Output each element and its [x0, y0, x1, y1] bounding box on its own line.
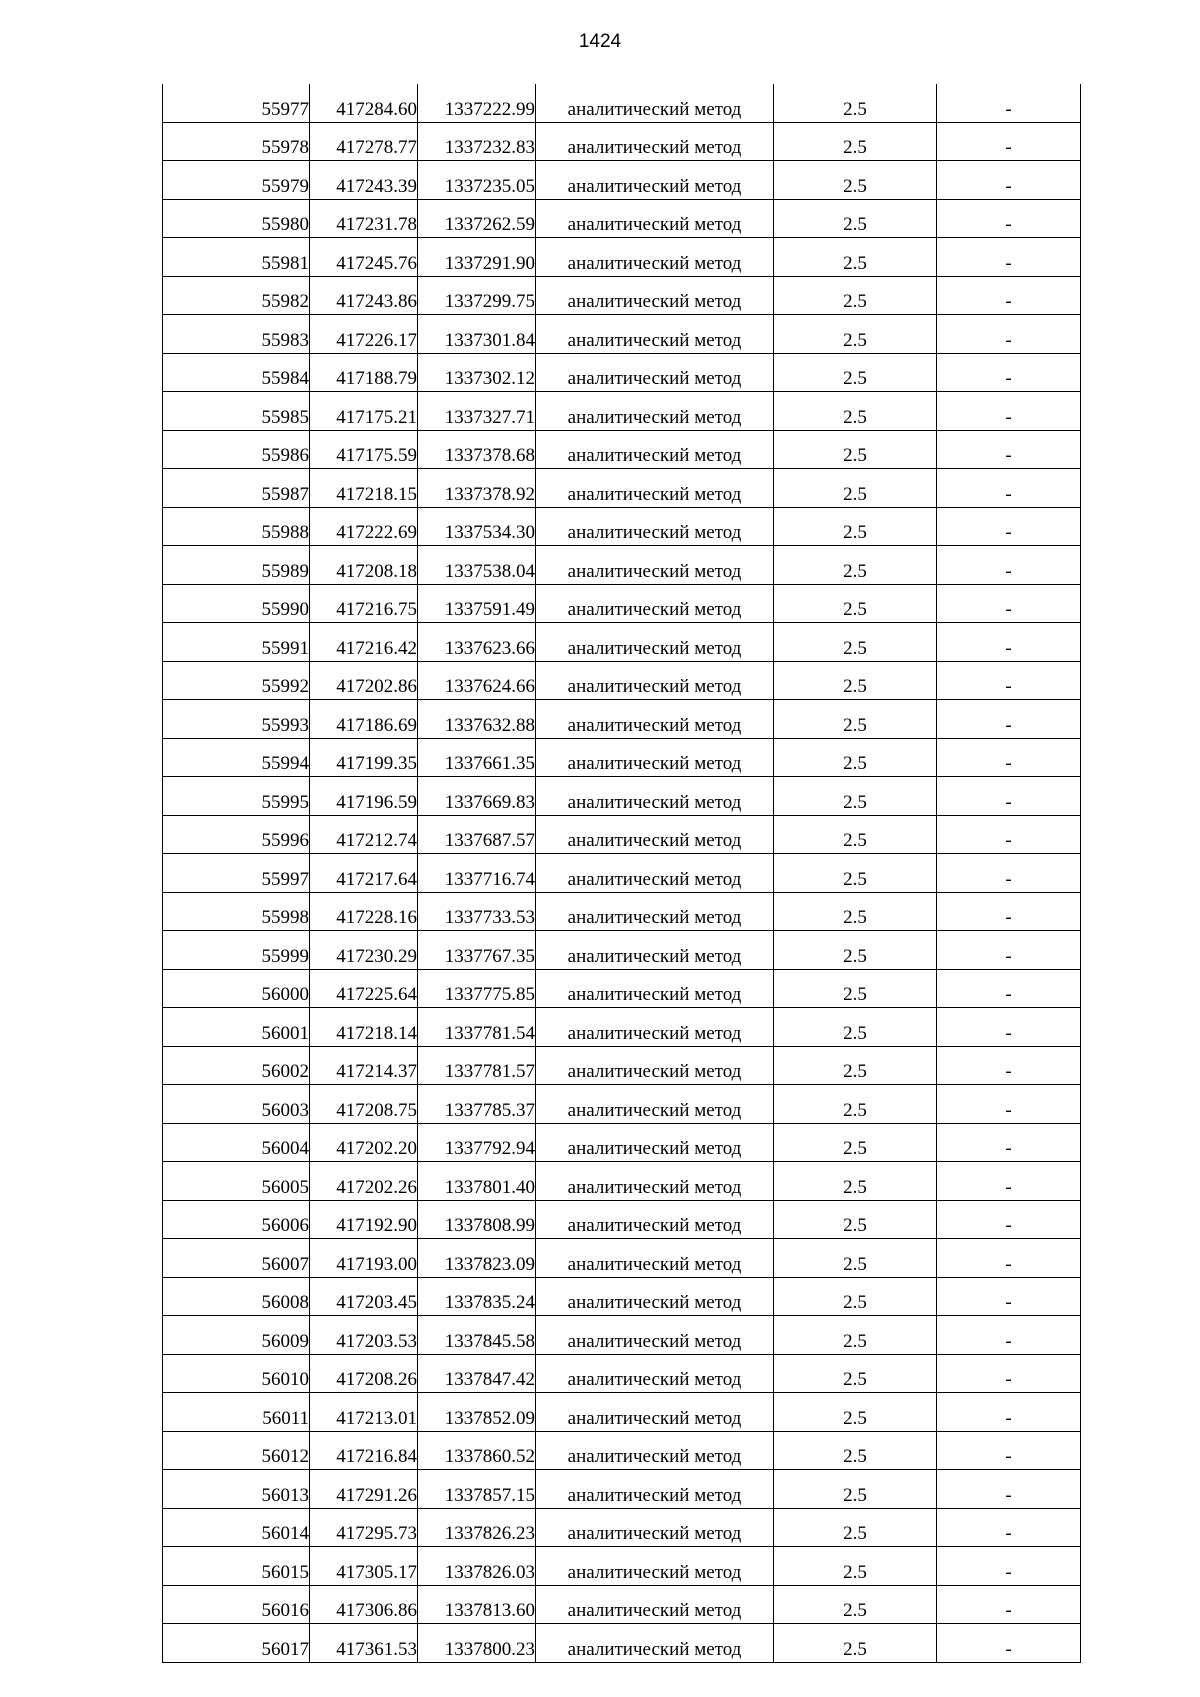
- accuracy-cell: 2.5: [774, 1277, 937, 1316]
- x-coordinate-cell: 417199.35: [310, 738, 418, 777]
- y-coordinate-cell: 1337767.35: [418, 931, 536, 970]
- table-row: [163, 1162, 1081, 1201]
- method-cell: аналитический метод: [536, 1008, 774, 1047]
- y-coordinate-cell: 1337235.05: [418, 161, 536, 200]
- point-number-cell: 55983: [163, 315, 310, 354]
- note-cell: -: [937, 1470, 1081, 1509]
- x-coordinate-cell: 417202.20: [310, 1123, 418, 1162]
- note-cell: -: [937, 931, 1081, 970]
- method-cell: аналитический метод: [536, 1470, 774, 1509]
- y-coordinate-cell: 1337801.40: [418, 1162, 536, 1201]
- x-coordinate-cell: 417225.64: [310, 969, 418, 1008]
- method-cell: аналитический метод: [536, 1123, 774, 1162]
- method-cell: аналитический метод: [536, 969, 774, 1008]
- point-number-cell: 55997: [163, 854, 310, 893]
- x-coordinate-cell: 417226.17: [310, 315, 418, 354]
- note-cell: -: [937, 84, 1081, 122]
- method-cell: аналитический метод: [536, 1508, 774, 1547]
- accuracy-cell: 2.5: [774, 1393, 937, 1432]
- x-coordinate-cell: 417222.69: [310, 507, 418, 546]
- table-row: [163, 892, 1081, 931]
- accuracy-cell: 2.5: [774, 199, 937, 238]
- y-coordinate-cell: 1337669.83: [418, 777, 536, 816]
- table-row: [163, 584, 1081, 623]
- method-cell: аналитический метод: [536, 469, 774, 508]
- y-coordinate-cell: 1337826.03: [418, 1547, 536, 1586]
- accuracy-cell: 2.5: [774, 661, 937, 700]
- y-coordinate-cell: 1337534.30: [418, 507, 536, 546]
- point-number-cell: 56007: [163, 1239, 310, 1278]
- accuracy-cell: 2.5: [774, 854, 937, 893]
- y-coordinate-cell: 1337716.74: [418, 854, 536, 893]
- y-coordinate-cell: 1337301.84: [418, 315, 536, 354]
- table-row: [163, 84, 1081, 122]
- point-number-cell: 55980: [163, 199, 310, 238]
- method-cell: аналитический метод: [536, 1354, 774, 1393]
- table-row: [163, 122, 1081, 161]
- table-row: [163, 353, 1081, 392]
- accuracy-cell: 2.5: [774, 623, 937, 662]
- note-cell: -: [937, 1239, 1081, 1278]
- table-row: [163, 738, 1081, 777]
- y-coordinate-cell: 1337538.04: [418, 546, 536, 585]
- x-coordinate-cell: 417216.42: [310, 623, 418, 662]
- point-number-cell: 56016: [163, 1585, 310, 1624]
- x-coordinate-cell: 417278.77: [310, 122, 418, 161]
- accuracy-cell: 2.5: [774, 1316, 937, 1355]
- method-cell: аналитический метод: [536, 1085, 774, 1124]
- accuracy-cell: 2.5: [774, 738, 937, 777]
- method-cell: аналитический метод: [536, 161, 774, 200]
- method-cell: аналитический метод: [536, 315, 774, 354]
- y-coordinate-cell: 1337781.57: [418, 1046, 536, 1085]
- note-cell: -: [937, 392, 1081, 431]
- point-number-cell: 55992: [163, 661, 310, 700]
- y-coordinate-cell: 1337378.92: [418, 469, 536, 508]
- accuracy-cell: 2.5: [774, 777, 937, 816]
- y-coordinate-cell: 1337232.83: [418, 122, 536, 161]
- point-number-cell: 56005: [163, 1162, 310, 1201]
- note-cell: -: [937, 854, 1081, 893]
- method-cell: аналитический метод: [536, 507, 774, 546]
- point-number-cell: 55996: [163, 815, 310, 854]
- accuracy-cell: 2.5: [774, 84, 937, 122]
- accuracy-cell: 2.5: [774, 892, 937, 931]
- method-cell: аналитический метод: [536, 1200, 774, 1239]
- note-cell: -: [937, 122, 1081, 161]
- note-cell: -: [937, 199, 1081, 238]
- note-cell: -: [937, 1354, 1081, 1393]
- table-row: [163, 661, 1081, 700]
- accuracy-cell: 2.5: [774, 161, 937, 200]
- x-coordinate-cell: 417228.16: [310, 892, 418, 931]
- method-cell: аналитический метод: [536, 815, 774, 854]
- x-coordinate-cell: 417361.53: [310, 1624, 418, 1663]
- y-coordinate-cell: 1337378.68: [418, 430, 536, 469]
- table-row: [163, 546, 1081, 585]
- table-row: [163, 969, 1081, 1008]
- accuracy-cell: 2.5: [774, 969, 937, 1008]
- method-cell: аналитический метод: [536, 1162, 774, 1201]
- point-number-cell: 56000: [163, 969, 310, 1008]
- table-row: [163, 1470, 1081, 1509]
- y-coordinate-cell: 1337800.23: [418, 1624, 536, 1663]
- note-cell: -: [937, 507, 1081, 546]
- accuracy-cell: 2.5: [774, 700, 937, 739]
- note-cell: -: [937, 1085, 1081, 1124]
- y-coordinate-cell: 1337852.09: [418, 1393, 536, 1432]
- point-number-cell: 56002: [163, 1046, 310, 1085]
- table-row: [163, 1508, 1081, 1547]
- x-coordinate-cell: 417212.74: [310, 815, 418, 854]
- point-number-cell: 55987: [163, 469, 310, 508]
- table-row: [163, 1085, 1081, 1124]
- accuracy-cell: 2.5: [774, 238, 937, 277]
- accuracy-cell: 2.5: [774, 315, 937, 354]
- y-coordinate-cell: 1337733.53: [418, 892, 536, 931]
- note-cell: -: [937, 1123, 1081, 1162]
- table-row: [163, 623, 1081, 662]
- y-coordinate-cell: 1337299.75: [418, 276, 536, 315]
- table-row: [163, 199, 1081, 238]
- point-number-cell: 55986: [163, 430, 310, 469]
- x-coordinate-cell: 417214.37: [310, 1046, 418, 1085]
- point-number-cell: 55978: [163, 122, 310, 161]
- accuracy-cell: 2.5: [774, 353, 937, 392]
- table-row: [163, 1123, 1081, 1162]
- y-coordinate-cell: 1337808.99: [418, 1200, 536, 1239]
- table-row: [163, 276, 1081, 315]
- note-cell: -: [937, 700, 1081, 739]
- x-coordinate-cell: 417216.84: [310, 1431, 418, 1470]
- point-number-cell: 56010: [163, 1354, 310, 1393]
- y-coordinate-cell: 1337813.60: [418, 1585, 536, 1624]
- table-row: [163, 1316, 1081, 1355]
- method-cell: аналитический метод: [536, 1239, 774, 1278]
- method-cell: аналитический метод: [536, 1547, 774, 1586]
- point-number-cell: 56006: [163, 1200, 310, 1239]
- point-number-cell: 56009: [163, 1316, 310, 1355]
- note-cell: -: [937, 1547, 1081, 1586]
- x-coordinate-cell: 417213.01: [310, 1393, 418, 1432]
- table-row: [163, 1008, 1081, 1047]
- note-cell: -: [937, 1046, 1081, 1085]
- note-cell: -: [937, 1393, 1081, 1432]
- table-row: [163, 815, 1081, 854]
- accuracy-cell: 2.5: [774, 276, 937, 315]
- point-number-cell: 55999: [163, 931, 310, 970]
- x-coordinate-cell: 417196.59: [310, 777, 418, 816]
- accuracy-cell: 2.5: [774, 1008, 937, 1047]
- y-coordinate-cell: 1337262.59: [418, 199, 536, 238]
- x-coordinate-cell: 417208.75: [310, 1085, 418, 1124]
- note-cell: -: [937, 315, 1081, 354]
- method-cell: аналитический метод: [536, 661, 774, 700]
- point-number-cell: 55984: [163, 353, 310, 392]
- point-number-cell: 56004: [163, 1123, 310, 1162]
- x-coordinate-cell: 417186.69: [310, 700, 418, 739]
- point-number-cell: 56003: [163, 1085, 310, 1124]
- method-cell: аналитический метод: [536, 1624, 774, 1663]
- note-cell: -: [937, 1200, 1081, 1239]
- note-cell: -: [937, 1277, 1081, 1316]
- note-cell: -: [937, 1624, 1081, 1663]
- x-coordinate-cell: 417203.45: [310, 1277, 418, 1316]
- method-cell: аналитический метод: [536, 122, 774, 161]
- point-number-cell: 55990: [163, 584, 310, 623]
- y-coordinate-cell: 1337591.49: [418, 584, 536, 623]
- note-cell: -: [937, 777, 1081, 816]
- table-row: [163, 931, 1081, 970]
- x-coordinate-cell: 417231.78: [310, 199, 418, 238]
- page-number: 1424: [578, 31, 622, 52]
- table-row: [163, 1431, 1081, 1470]
- accuracy-cell: 2.5: [774, 392, 937, 431]
- accuracy-cell: 2.5: [774, 122, 937, 161]
- y-coordinate-cell: 1337687.57: [418, 815, 536, 854]
- method-cell: аналитический метод: [536, 1393, 774, 1432]
- point-number-cell: 55998: [163, 892, 310, 931]
- method-cell: аналитический метод: [536, 84, 774, 122]
- point-number-cell: 55981: [163, 238, 310, 277]
- x-coordinate-cell: 417284.60: [310, 84, 418, 122]
- x-coordinate-cell: 417295.73: [310, 1508, 418, 1547]
- x-coordinate-cell: 417306.86: [310, 1585, 418, 1624]
- x-coordinate-cell: 417245.76: [310, 238, 418, 277]
- note-cell: -: [937, 1431, 1081, 1470]
- method-cell: аналитический метод: [536, 392, 774, 431]
- y-coordinate-cell: 1337775.85: [418, 969, 536, 1008]
- x-coordinate-cell: 417243.39: [310, 161, 418, 200]
- accuracy-cell: 2.5: [774, 469, 937, 508]
- method-cell: аналитический метод: [536, 1585, 774, 1624]
- table-row: [163, 777, 1081, 816]
- table-row: [163, 1354, 1081, 1393]
- accuracy-cell: 2.5: [774, 815, 937, 854]
- note-cell: -: [937, 353, 1081, 392]
- accuracy-cell: 2.5: [774, 507, 937, 546]
- table-row: [163, 469, 1081, 508]
- x-coordinate-cell: 417218.14: [310, 1008, 418, 1047]
- accuracy-cell: 2.5: [774, 546, 937, 585]
- table-row: [163, 1046, 1081, 1085]
- table-row: [163, 1277, 1081, 1316]
- method-cell: аналитический метод: [536, 623, 774, 662]
- x-coordinate-cell: 417175.59: [310, 430, 418, 469]
- note-cell: -: [937, 969, 1081, 1008]
- y-coordinate-cell: 1337781.54: [418, 1008, 536, 1047]
- table-body: [163, 84, 1081, 1662]
- point-number-cell: 56013: [163, 1470, 310, 1509]
- note-cell: -: [937, 815, 1081, 854]
- table-row: [163, 1585, 1081, 1624]
- x-coordinate-cell: 417230.29: [310, 931, 418, 970]
- x-coordinate-cell: 417305.17: [310, 1547, 418, 1586]
- note-cell: -: [937, 276, 1081, 315]
- x-coordinate-cell: 417217.64: [310, 854, 418, 893]
- y-coordinate-cell: 1337623.66: [418, 623, 536, 662]
- point-number-cell: 56015: [163, 1547, 310, 1586]
- method-cell: аналитический метод: [536, 700, 774, 739]
- note-cell: -: [937, 1162, 1081, 1201]
- method-cell: аналитический метод: [536, 1431, 774, 1470]
- x-coordinate-cell: 417216.75: [310, 584, 418, 623]
- table-row: [163, 238, 1081, 277]
- method-cell: аналитический метод: [536, 1277, 774, 1316]
- method-cell: аналитический метод: [536, 546, 774, 585]
- y-coordinate-cell: 1337792.94: [418, 1123, 536, 1162]
- x-coordinate-cell: 417208.18: [310, 546, 418, 585]
- table-row: [163, 161, 1081, 200]
- x-coordinate-cell: 417192.90: [310, 1200, 418, 1239]
- note-cell: -: [937, 546, 1081, 585]
- note-cell: -: [937, 1316, 1081, 1355]
- table-row: [163, 392, 1081, 431]
- point-number-cell: 55994: [163, 738, 310, 777]
- method-cell: аналитический метод: [536, 777, 774, 816]
- y-coordinate-cell: 1337632.88: [418, 700, 536, 739]
- accuracy-cell: 2.5: [774, 931, 937, 970]
- note-cell: -: [937, 738, 1081, 777]
- point-number-cell: 56001: [163, 1008, 310, 1047]
- accuracy-cell: 2.5: [774, 1354, 937, 1393]
- x-coordinate-cell: 417203.53: [310, 1316, 418, 1355]
- accuracy-cell: 2.5: [774, 1508, 937, 1547]
- note-cell: -: [937, 238, 1081, 277]
- method-cell: аналитический метод: [536, 199, 774, 238]
- y-coordinate-cell: 1337624.66: [418, 661, 536, 700]
- note-cell: -: [937, 1008, 1081, 1047]
- method-cell: аналитический метод: [536, 353, 774, 392]
- x-coordinate-cell: 417202.26: [310, 1162, 418, 1201]
- y-coordinate-cell: 1337860.52: [418, 1431, 536, 1470]
- point-number-cell: 55988: [163, 507, 310, 546]
- y-coordinate-cell: 1337327.71: [418, 392, 536, 431]
- table-row: [163, 507, 1081, 546]
- point-number-cell: 56012: [163, 1431, 310, 1470]
- y-coordinate-cell: 1337823.09: [418, 1239, 536, 1278]
- method-cell: аналитический метод: [536, 892, 774, 931]
- table-row: [163, 1200, 1081, 1239]
- accuracy-cell: 2.5: [774, 1470, 937, 1509]
- note-cell: -: [937, 1508, 1081, 1547]
- accuracy-cell: 2.5: [774, 1200, 937, 1239]
- y-coordinate-cell: 1337857.15: [418, 1470, 536, 1509]
- point-number-cell: 56011: [163, 1393, 310, 1432]
- note-cell: -: [937, 623, 1081, 662]
- table-row: [163, 1393, 1081, 1432]
- method-cell: аналитический метод: [536, 738, 774, 777]
- method-cell: аналитический метод: [536, 430, 774, 469]
- accuracy-cell: 2.5: [774, 1547, 937, 1586]
- x-coordinate-cell: 417243.86: [310, 276, 418, 315]
- y-coordinate-cell: 1337302.12: [418, 353, 536, 392]
- x-coordinate-cell: 417175.21: [310, 392, 418, 431]
- method-cell: аналитический метод: [536, 276, 774, 315]
- x-coordinate-cell: 417188.79: [310, 353, 418, 392]
- point-number-cell: 55985: [163, 392, 310, 431]
- accuracy-cell: 2.5: [774, 430, 937, 469]
- accuracy-cell: 2.5: [774, 1624, 937, 1663]
- accuracy-cell: 2.5: [774, 1162, 937, 1201]
- table-row: [163, 1547, 1081, 1586]
- method-cell: аналитический метод: [536, 1316, 774, 1355]
- note-cell: -: [937, 584, 1081, 623]
- accuracy-cell: 2.5: [774, 584, 937, 623]
- table-row: [163, 854, 1081, 893]
- note-cell: -: [937, 892, 1081, 931]
- point-number-cell: 55991: [163, 623, 310, 662]
- accuracy-cell: 2.5: [774, 1123, 937, 1162]
- accuracy-cell: 2.5: [774, 1085, 937, 1124]
- y-coordinate-cell: 1337847.42: [418, 1354, 536, 1393]
- y-coordinate-cell: 1337291.90: [418, 238, 536, 277]
- table-row: [163, 315, 1081, 354]
- accuracy-cell: 2.5: [774, 1431, 937, 1470]
- y-coordinate-cell: 1337845.58: [418, 1316, 536, 1355]
- note-cell: -: [937, 430, 1081, 469]
- accuracy-cell: 2.5: [774, 1046, 937, 1085]
- point-number-cell: 55993: [163, 700, 310, 739]
- x-coordinate-cell: 417291.26: [310, 1470, 418, 1509]
- method-cell: аналитический метод: [536, 238, 774, 277]
- y-coordinate-cell: 1337835.24: [418, 1277, 536, 1316]
- y-coordinate-cell: 1337222.99: [418, 84, 536, 122]
- x-coordinate-cell: 417193.00: [310, 1239, 418, 1278]
- x-coordinate-cell: 417208.26: [310, 1354, 418, 1393]
- point-number-cell: 55977: [163, 84, 310, 122]
- table-row: [163, 1624, 1081, 1663]
- point-number-cell: 55982: [163, 276, 310, 315]
- note-cell: -: [937, 1585, 1081, 1624]
- accuracy-cell: 2.5: [774, 1585, 937, 1624]
- note-cell: -: [937, 161, 1081, 200]
- point-number-cell: 56014: [163, 1508, 310, 1547]
- point-number-cell: 55989: [163, 546, 310, 585]
- y-coordinate-cell: 1337826.23: [418, 1508, 536, 1547]
- note-cell: -: [937, 469, 1081, 508]
- coordinates-table: [162, 84, 1081, 1663]
- y-coordinate-cell: 1337785.37: [418, 1085, 536, 1124]
- x-coordinate-cell: 417202.86: [310, 661, 418, 700]
- table-row: [163, 1239, 1081, 1278]
- method-cell: аналитический метод: [536, 584, 774, 623]
- point-number-cell: 55995: [163, 777, 310, 816]
- method-cell: аналитический метод: [536, 854, 774, 893]
- x-coordinate-cell: 417218.15: [310, 469, 418, 508]
- method-cell: аналитический метод: [536, 931, 774, 970]
- accuracy-cell: 2.5: [774, 1239, 937, 1278]
- point-number-cell: 55979: [163, 161, 310, 200]
- note-cell: -: [937, 661, 1081, 700]
- table-row: [163, 430, 1081, 469]
- y-coordinate-cell: 1337661.35: [418, 738, 536, 777]
- point-number-cell: 56017: [163, 1624, 310, 1663]
- method-cell: аналитический метод: [536, 1046, 774, 1085]
- point-number-cell: 56008: [163, 1277, 310, 1316]
- table-row: [163, 700, 1081, 739]
